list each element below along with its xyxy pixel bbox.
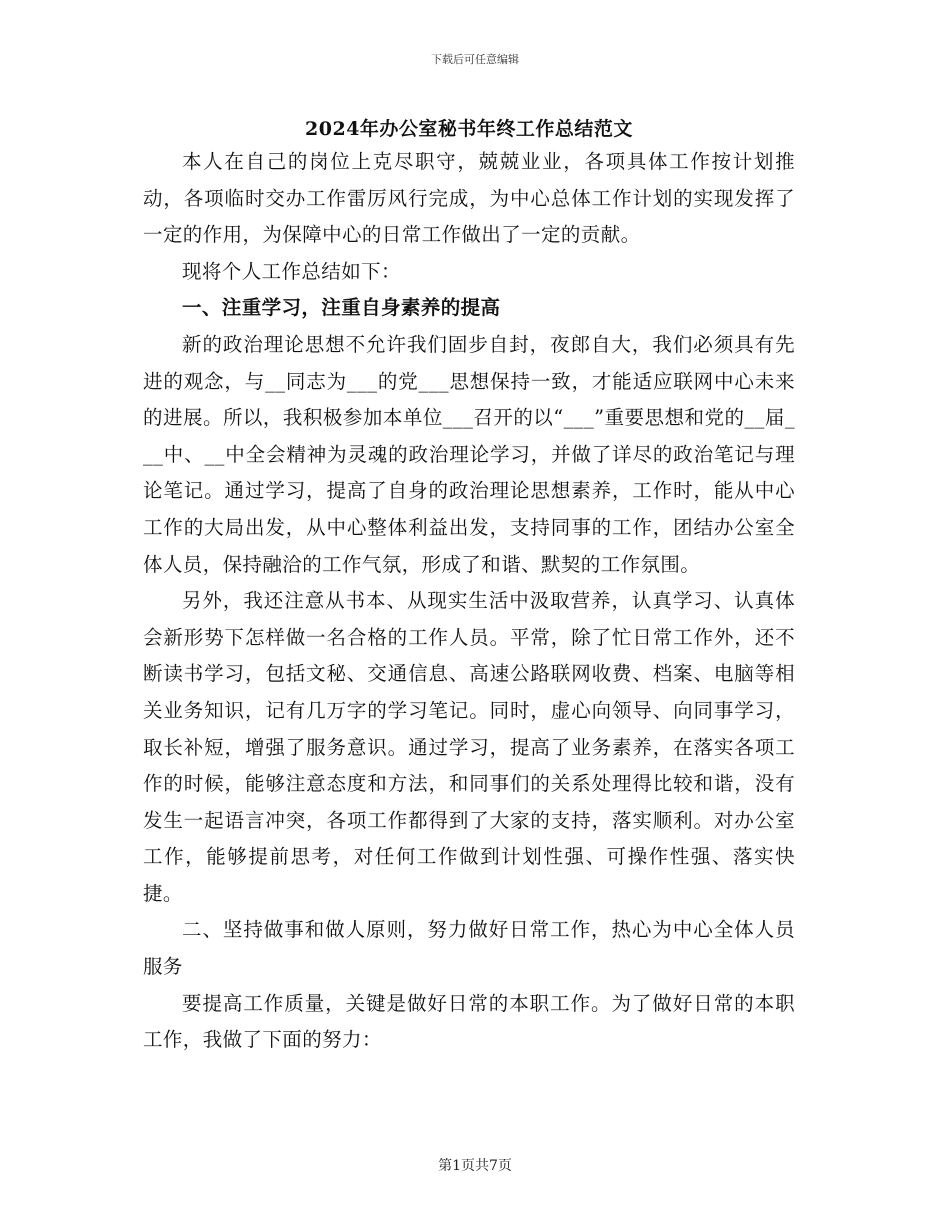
summary-lead-paragraph: 现将个人工作总结如下： bbox=[182, 259, 401, 283]
body-paragraph-self-study: 另外，我还注意从书本、从现实生活中汲取营养，认真学习、认真体会新形势下怎样做一名合格的工作人员。平常，除了忙日常工作外，还不断读书学习，包括文秘、交通信息、高速公路联网收费、档案、电脑等相关业务知识，记有几万字的学习笔记。同时，虚心向领导、向同事学习，取长补短，增强了服务意识。通过学习，提高了业务素养，在落实各项工作的时候，能够注意态度和方法，和同事们的关系处理得比较和谐，没有发生一起语言冲突，各项工作都得到了大家的支持，落实顺利。对办公室工作，能够提前思考，对任何工作做到计划性强、可操作性强、落实快捷。 bbox=[143, 589, 795, 905]
body-paragraph-political-study: 新的政治理论思想不允许我们固步自封，夜郎自大，我们必须具有先进的观念，与__同志为___的党___思想保持一致，才能适应联网中心未来的进展。所以，我积极参加本单位___召开的以“___”重要思想和党的__届___中、__中全会精神为灵魂的政治理论学习，并做了详尽的政治笔记与理论笔记。通过学习，提高了自身的政治理论思想素养，工作时，能从中心工作的大局出发，从中心整体利益出发，支持同事的工作，团结办公室全体人员，保持融洽的工作气氛，形成了和谐、默契的工作氛围。 bbox=[143, 332, 795, 576]
body-paragraph-daily-work: 要提高工作质量，关键是做好日常的本职工作。为了做好日常的本职工作，我做了下面的努力： bbox=[143, 991, 795, 1052]
intro-paragraph: 本人在自己的岗位上克尽职守，兢兢业业，各项具体工作按计划推动，各项临时交办工作雷厉风行完成，为中心总体工作计划的实现发挥了一定的作用，为保障中心的日常工作做出了一定的贡献。 bbox=[143, 150, 795, 247]
section-heading-2: 二、坚持做事和做人原则，努力做好日常工作，热心为中心全体人员服务 bbox=[143, 918, 795, 979]
document-title: 2024年办公室秘书年终工作总结范文 bbox=[305, 118, 633, 140]
page-header-note: 下载后可任意编辑 bbox=[431, 53, 519, 66]
section-heading-1: 一、注重学习，注重自身素养的提高 bbox=[182, 296, 501, 320]
page-number: 第1页共7页 bbox=[438, 1158, 512, 1174]
document-body bbox=[143, 114, 795, 1059]
